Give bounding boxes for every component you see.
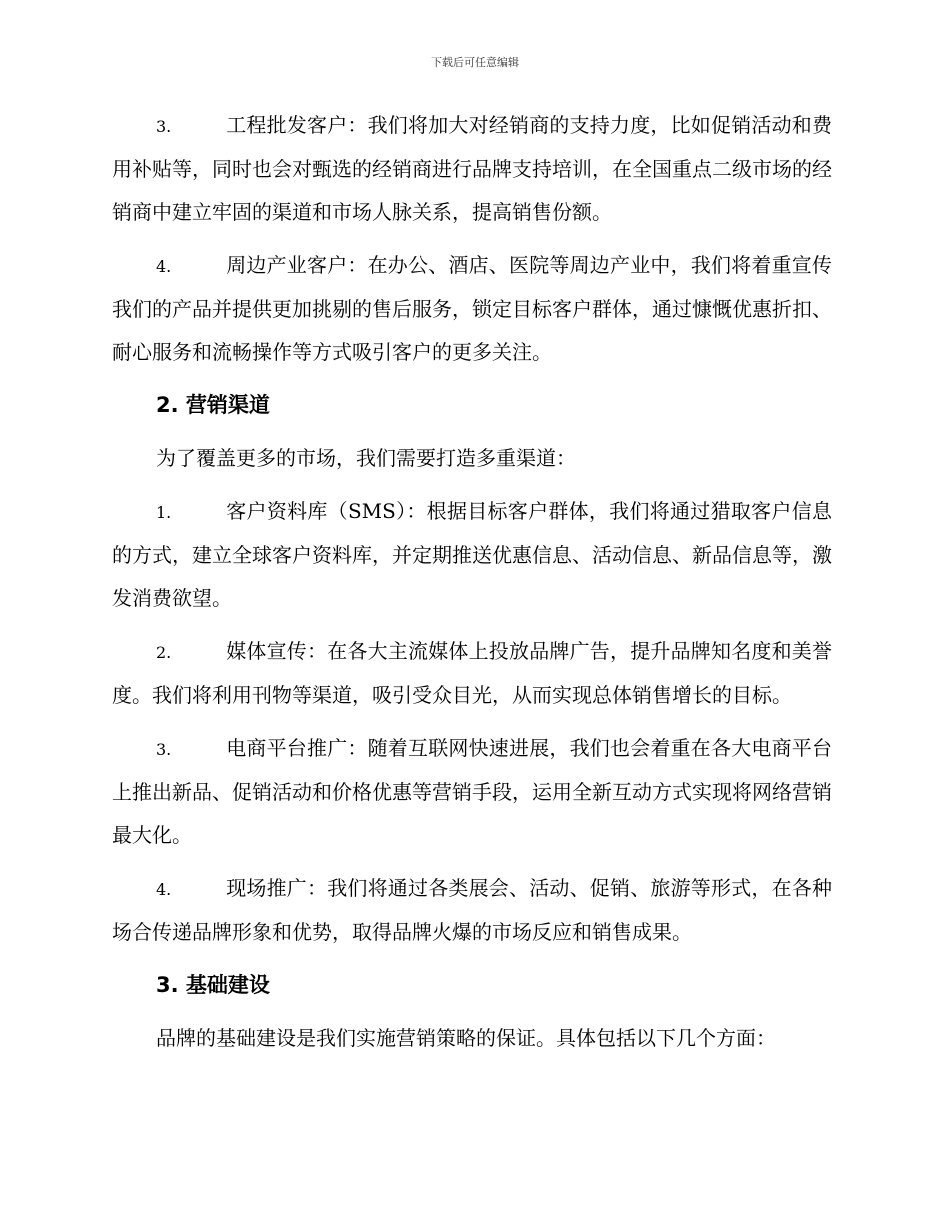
list-item-number: 4. — [156, 880, 172, 899]
list-item — [112, 490, 832, 620]
list-item — [112, 727, 832, 857]
list-item-text: 电商平台推广：随着互联网快速进展，我们也会着重在各大电商平台上推出新品、促销活动和价格优惠等营销手段，运用全新互动方式实现将网络营销最大化。 — [112, 736, 832, 847]
list-item — [112, 104, 832, 234]
list-item — [112, 244, 832, 374]
section-heading: 3. 基础建设 — [156, 973, 270, 997]
list-item-text: 现场推广：我们将通过各类展会、活动、促销、旅游等形式，在各种场合传递品牌形象和优势，取得品牌火爆的市场反应和销售成果。 — [112, 876, 832, 944]
list-item — [112, 630, 832, 717]
page-header: 下载后可任意编辑 — [431, 56, 519, 69]
list-item-number: 2. — [156, 643, 172, 662]
list-item — [112, 867, 832, 954]
paragraph: 为了覆盖更多的市场，我们需要打造多重渠道： — [156, 446, 576, 470]
list-item-number: 1. — [156, 503, 172, 522]
list-item-text: 工程批发客户：我们将加大对经销商的支持力度，比如促销活动和费用补贴等，同时也会对甄选的经销商进行品牌支持培训，在全国重点二级市场的经销商中建立牢固的渠道和市场人脉关系，提高销售份额。 — [112, 113, 832, 224]
list-item-number: 3. — [156, 740, 172, 759]
list-item-number: 3. — [156, 117, 172, 136]
document-body — [112, 104, 832, 1070]
section-heading: 2. 营销渠道 — [156, 393, 270, 417]
list-item-text: 周边产业客户：在办公、酒店、医院等周边产业中，我们将着重宣传我们的产品并提供更加挑剔的售后服务，锁定目标客户群体，通过慷慨优惠折扣、耐心服务和流畅操作等方式吸引客户的更多关注。 — [112, 253, 832, 364]
list-item-number: 4. — [156, 257, 172, 276]
list-item-text: 媒体宣传：在各大主流媒体上投放品牌广告，提升品牌知名度和美誉度。我们将利用刊物等渠道，吸引受众目光，从而实现总体销售增长的目标。 — [112, 639, 832, 707]
list-item-text: 客户资料库（SMS）：根据目标客户群体，我们将通过猎取客户信息的方式，建立全球客户资料库，并定期推送优惠信息、活动信息、新品信息等，激发消费欲望。 — [112, 499, 832, 610]
paragraph: 品牌的基础建设是我们实施营销策略的保证。具体包括以下几个方面： — [156, 1026, 776, 1050]
